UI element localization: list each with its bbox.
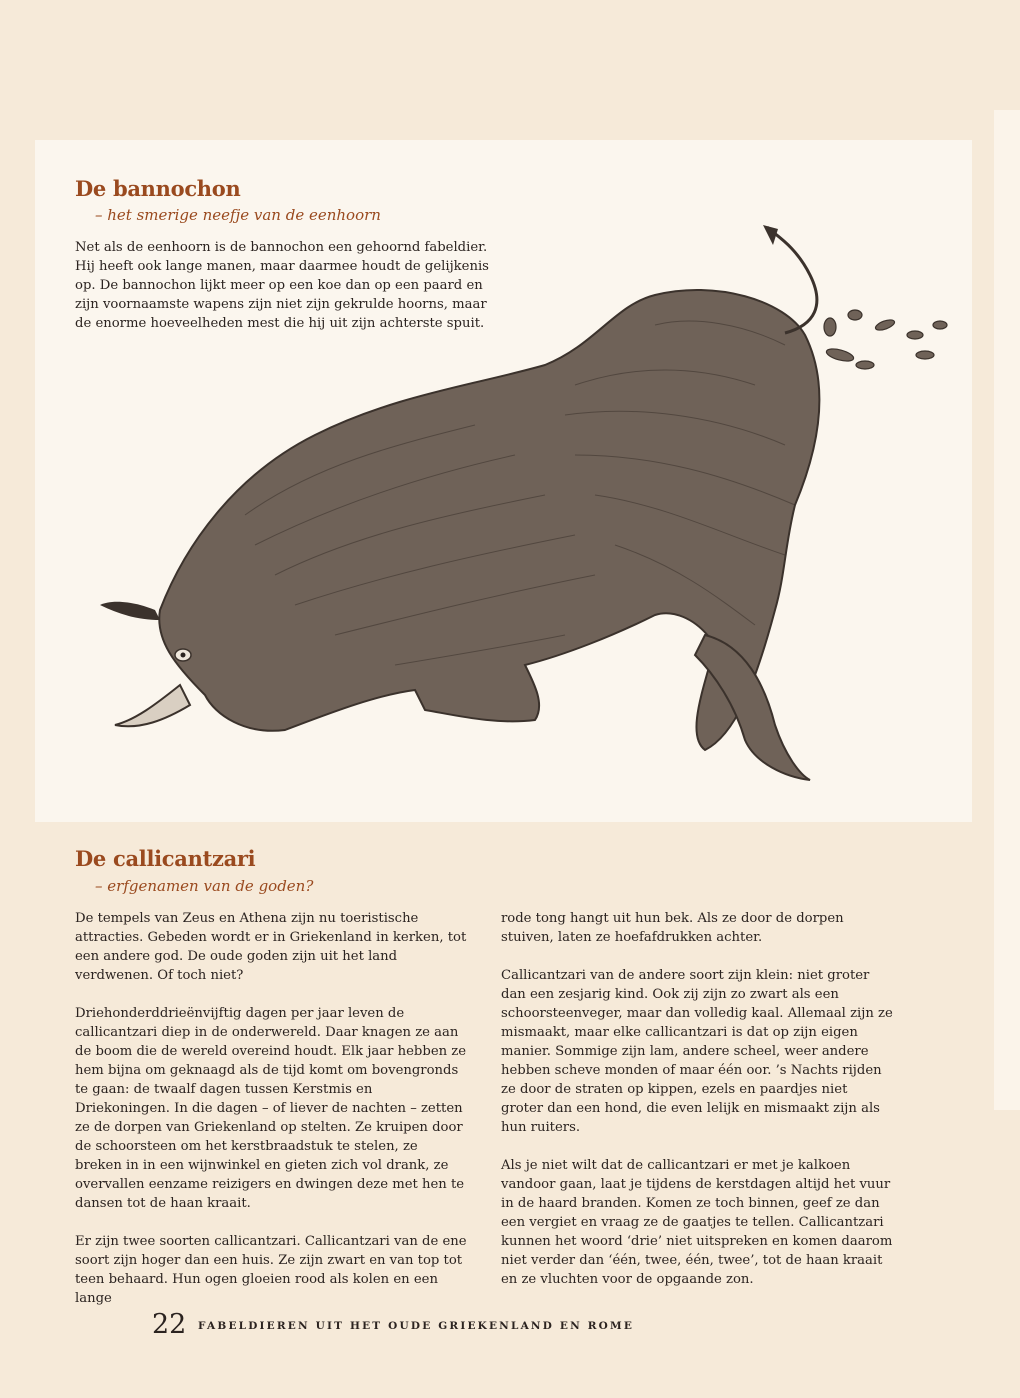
page-edge <box>994 110 1020 1110</box>
text-column-right <box>501 909 893 1308</box>
page-number: 22 <box>152 1309 187 1340</box>
paragraph: Als je niet wilt dat de callicantzari er met je kalkoen vandoor gaan, laat je tijdens de kerstdagen altijd het vuur in de haard branden. Komen ze toch binnen, geef ze dan een vergiet en vraag ze de gaatjes te tellen. Callicantzari kunnen het woord ‘drie’ niet uitspreken en komen daarom niet verder dan ‘één, twee, één, twee’, tot de haan kraait en ze vluchten voor de opgaande zon. <box>501 1158 893 1287</box>
paragraph: De tempels van Zeus en Athena zijn nu toeristische attracties. Gebeden wordt er in Griekenland in kerken, tot een andere god. De oude goden zijn uit het land verdwenen. Of toch niet? <box>75 911 467 983</box>
paragraph: Driehonderddrieënvijftig dagen per jaar leven de callicantzari diep in de onderwereld. Daar knagen ze aan de boom die de wereld overeind houdt. Elk jaar hebben ze hem bijna om geknaagd als de tijd komt om bovengronds te gaan: de twaalf dagen tussen Kerstmis en Driekoningen. In die dagen – of liever de nachten – zetten ze de dorpen van Griekenland op stelten. Ze kruipen door de schoorsteen om het kerstbraadstuk te stelen, ze breken in in een wijnwinkel en gieten zich vol drank, ze overvallen eenzame reizigers en dwingen deze met hen te dansen tot de haan kraait. <box>75 1006 467 1211</box>
bannochon-title: De bannochon <box>75 176 241 201</box>
paragraph: Callicantzari van de andere soort zijn klein: niet groter dan een zesjarig kind. Ook zij zijn zo zwart als een schoorsteenveger, maar dan volledig kaal. Allemaal zijn ze mismaakt, maar elke callicantzari is dat op zijn eigen manier. Sommige zijn lam, andere scheel, weer andere hebben scheve monden of maar één oor. ’s Nachts rijden ze door de straten op kippen, ezels en paardjes niet groter dan een hond, die even lelijk en mismaakt zijn als hun ruiters. <box>501 968 893 1135</box>
paragraph: rode tong hangt uit hun bek. Als ze door de dorpen stuiven, laten ze hoefafdrukken achter. <box>501 911 844 945</box>
bannochon-description: Net als de eenhoorn is de bannochon een gehoornd fabeldier. Hij heeft ook lange manen, maar daarmee houdt de gelijkenis op. De bannochon lijkt meer op een koe dan op een paard en zijn voornaamste wapens zijn niet zijn gekrulde hoorns, maar de enorme hoeveelheden mest die hij uit zijn achterste spuit. <box>75 240 489 331</box>
running-title: FABELDIEREN UIT HET OUDE GRIEKENLAND EN ROME <box>198 1320 635 1332</box>
callicantzari-subtitle: – erfgenamen van de goden? <box>95 877 314 895</box>
bannochon-subtitle: – het smerige neefje van de eenhoorn <box>95 206 381 224</box>
bannochon-illustration <box>95 215 965 785</box>
paragraph: Er zijn twee soorten callicantzari. Callicantzari van de ene soort zijn hoger dan een huis. Ze zijn zwart en van top tot teen behaard. Hun ogen gloeien rood als kolen en een lange <box>75 1234 467 1306</box>
text-column-left <box>75 909 467 1327</box>
callicantzari-title: De callicantzari <box>75 846 256 871</box>
